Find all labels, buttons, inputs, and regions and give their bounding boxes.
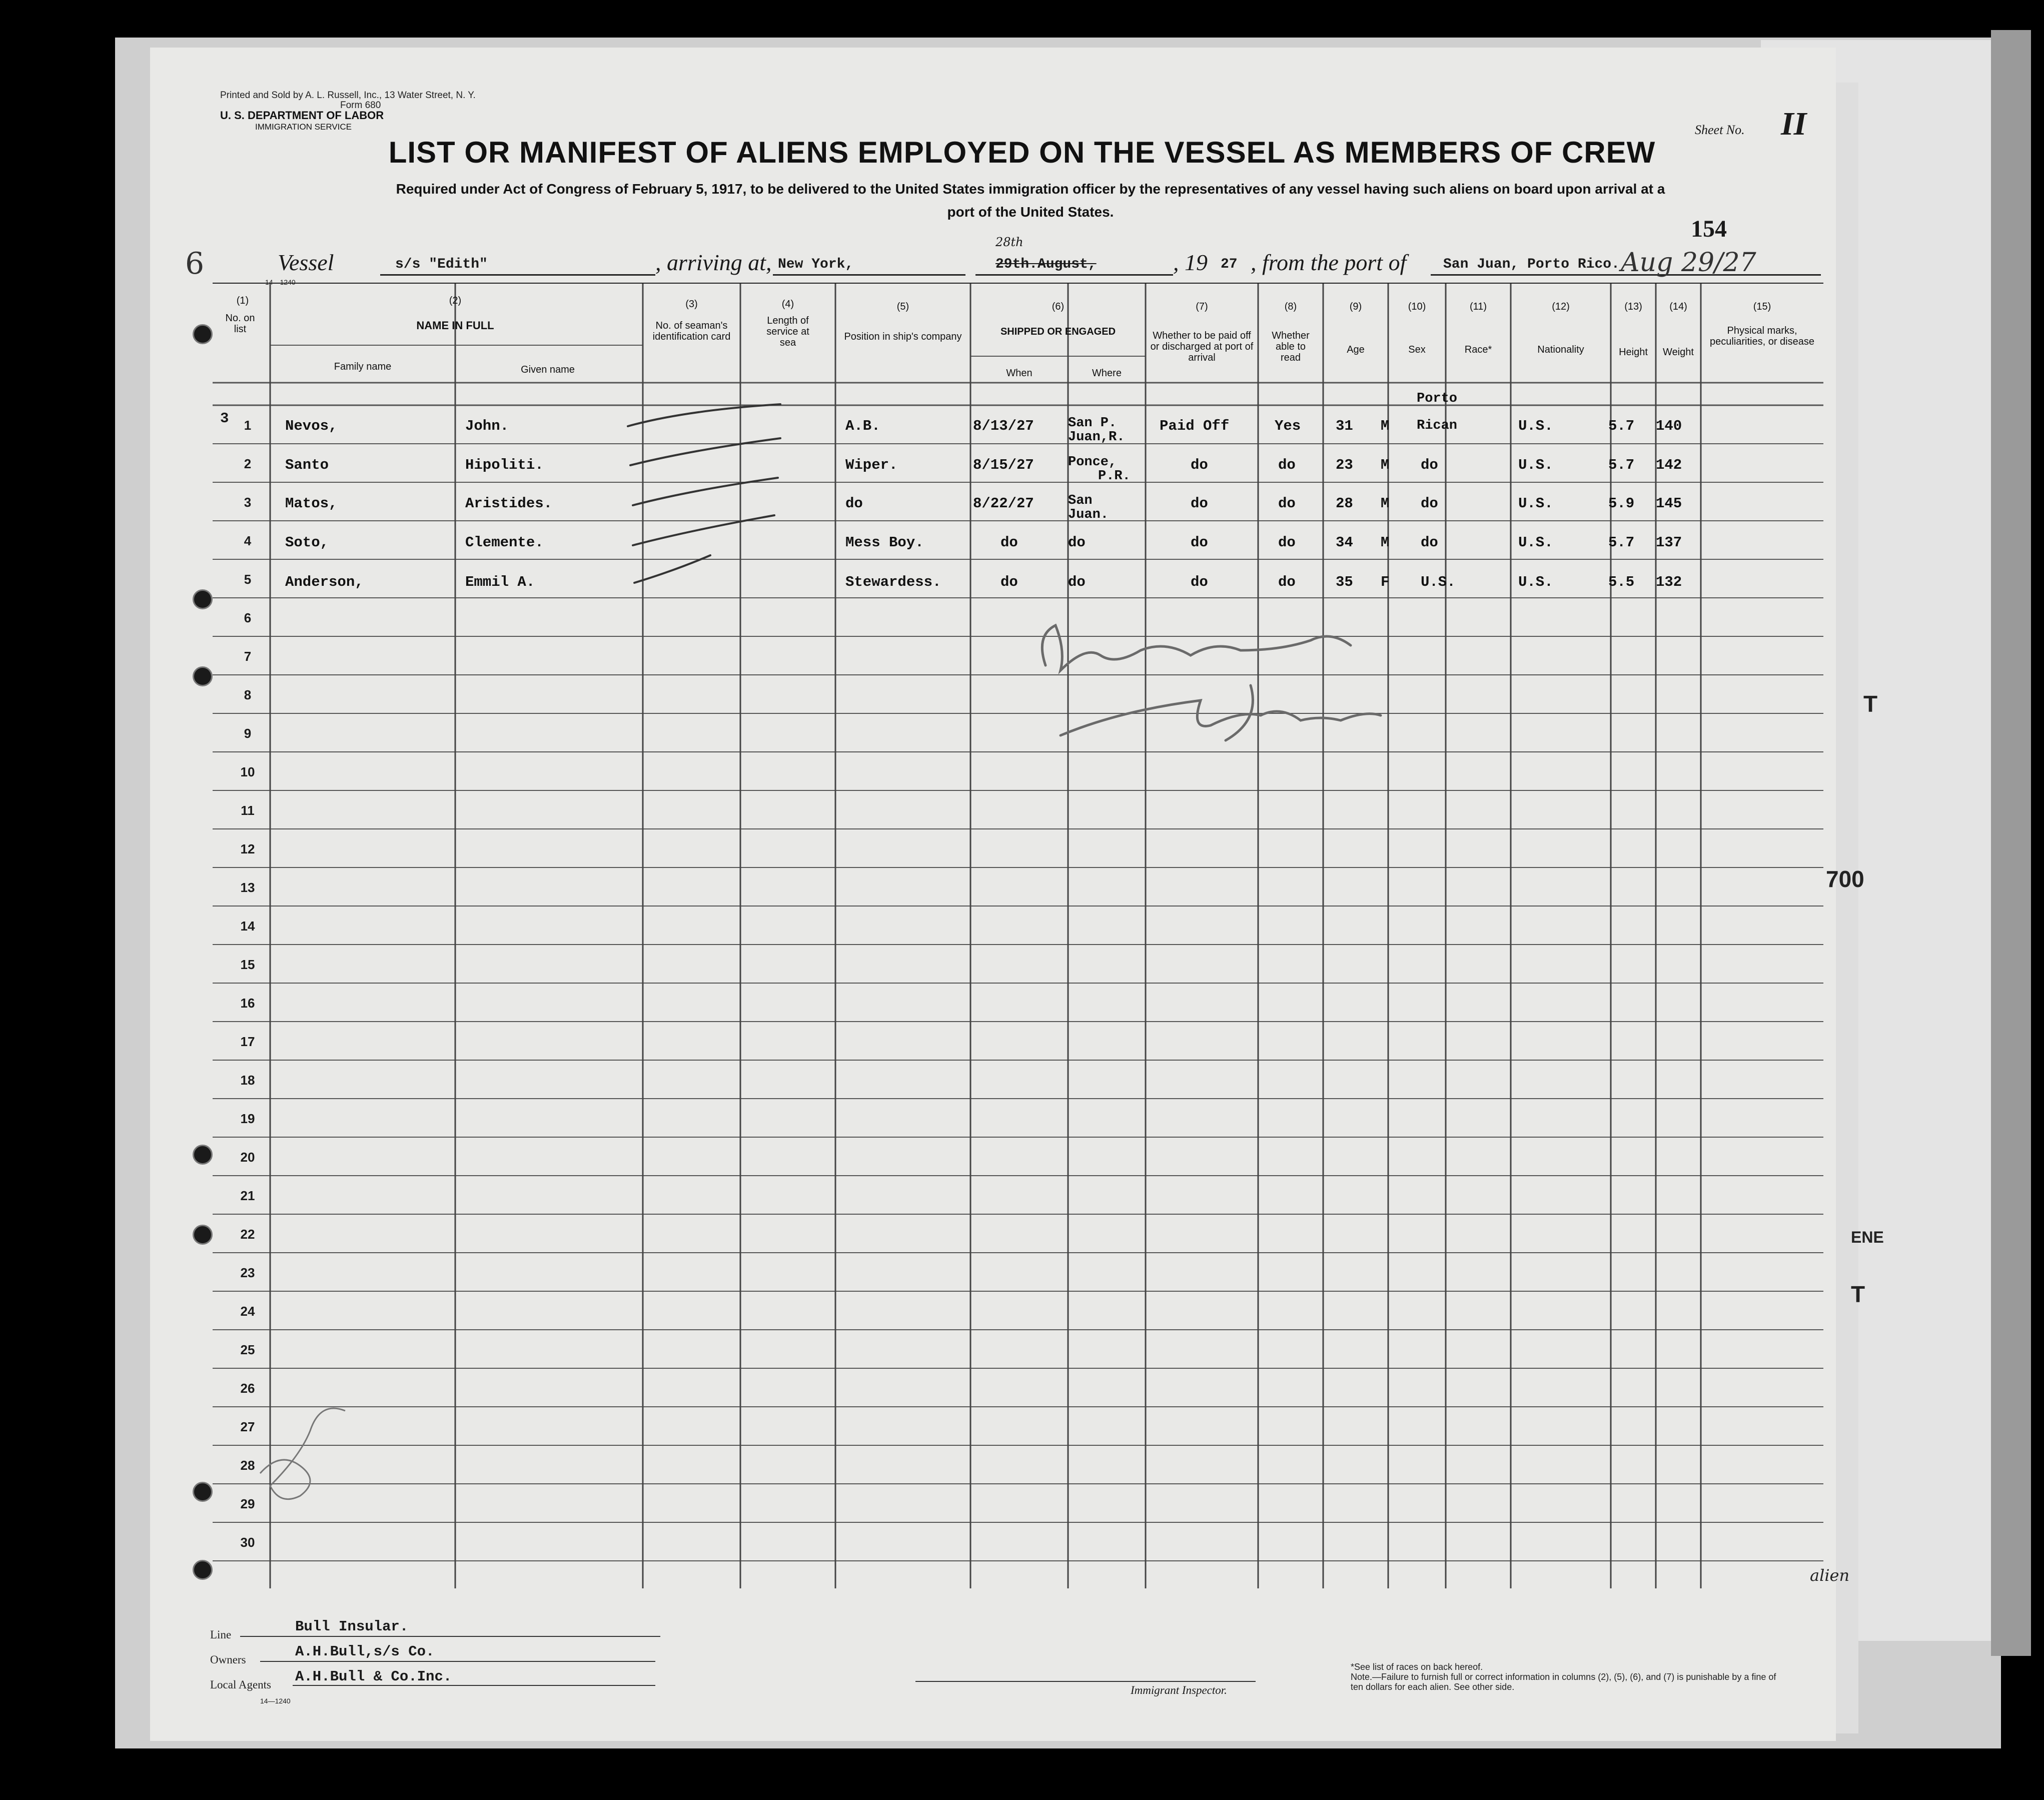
family-name: Santo <box>285 457 329 473</box>
nationality: U.S. <box>1518 574 1553 590</box>
paid-off: Paid Off <box>1160 418 1230 434</box>
footnote: *See list of races on back hereof. Note.—Failure to furnish full or correct information in columns (2), (5), (6), and (7) is punishable by a fine of ten dollars for each alien. See other side. <box>1351 1662 1776 1692</box>
col-header-weight: Weight <box>1663 347 1694 358</box>
date-value: 29th.August, <box>995 257 1097 272</box>
col-header-position: Position in ship's company <box>844 331 962 342</box>
stray-scribble <box>260 1408 345 1499</box>
weight: 137 <box>1656 534 1682 551</box>
row-number: 6 <box>244 610 252 625</box>
shipped-where: do <box>1068 574 1086 590</box>
from-value: San Juan, Porto Rico. <box>1443 257 1620 272</box>
given-name: Hipoliti. <box>465 457 544 473</box>
row-number: 25 <box>240 1342 255 1357</box>
sex: M <box>1381 457 1390 473</box>
col-header-name: NAME IN FULL <box>416 319 494 332</box>
given-name: John. <box>465 418 509 434</box>
col-header-number: No. on list <box>225 313 255 335</box>
margin-fragment: T <box>1863 691 1878 717</box>
sheet-label: Sheet No. <box>1695 123 1745 137</box>
shipped-when: 8/13/27 <box>973 418 1034 434</box>
inspector-signature <box>1042 625 1381 740</box>
form-code: 14—1240 <box>260 1697 291 1705</box>
margin-fragment: ENE <box>1851 1228 1884 1246</box>
nationality: U.S. <box>1518 418 1553 434</box>
family-name: Anderson, <box>285 574 364 590</box>
height: 5.7 <box>1608 418 1635 434</box>
department: U. S. DEPARTMENT OF LABOR <box>220 109 384 122</box>
race: do <box>1421 495 1438 512</box>
arriving-label: , arriving at, <box>655 250 772 275</box>
row-number: 5 <box>244 572 252 587</box>
height: 5.9 <box>1608 495 1635 512</box>
from-label: , from the port of <box>1251 250 1407 275</box>
row-number: 4 <box>244 533 252 548</box>
height: 5.7 <box>1608 457 1635 473</box>
owners-label: Owners <box>210 1653 246 1666</box>
col-header-read: Whether able to read <box>1272 330 1310 363</box>
manifest-number: 154 <box>1691 216 1727 242</box>
row-number: 21 <box>240 1188 255 1203</box>
year-value: 27 <box>1221 257 1238 272</box>
form-number: Form 680 <box>340 100 381 111</box>
shipped-when: 8/22/27 <box>973 495 1034 512</box>
col-header-given: Given name <box>521 364 575 375</box>
owners-value: A.H.Bull,s/s Co. <box>295 1643 435 1660</box>
race: Porto Rican <box>1417 391 1458 433</box>
col-header-length-service: Length of service at sea <box>766 315 809 348</box>
shipped-where: Ponce, P.R. <box>1068 455 1131 484</box>
nationality: U.S. <box>1518 495 1553 512</box>
margin-fragment: 700 <box>1826 866 1864 892</box>
date-correction: 28th <box>995 235 1024 249</box>
nationality: U.S. <box>1518 457 1553 473</box>
line-value: Bull Insular. <box>295 1618 409 1635</box>
height: 5.5 <box>1608 574 1635 590</box>
subtitle-line: Required under Act of Congress of February 5, 1917, to be delivered to the United States immigration officer by the representatives of any vessel having such aliens on board upon arrival at a <box>396 181 1665 197</box>
able-to-read: do <box>1278 574 1296 590</box>
weight: 142 <box>1656 457 1682 473</box>
row-number: 22 <box>240 1227 255 1242</box>
nationality: U.S. <box>1518 534 1553 551</box>
line-label: Line <box>210 1628 232 1641</box>
page-title: LIST OR MANIFEST OF ALIENS EMPLOYED ON THE VESSEL AS MEMBERS OF CREW <box>388 136 1656 169</box>
row-number: 16 <box>240 996 255 1011</box>
able-to-read: do <box>1278 534 1296 551</box>
height: 5.7 <box>1608 534 1635 551</box>
shipped-when: do <box>1000 574 1018 590</box>
year-label: , 19 <box>1173 250 1208 275</box>
shipped-when: do <box>1000 534 1018 551</box>
age: 34 <box>1336 534 1353 551</box>
row-number: 26 <box>240 1381 255 1396</box>
age: 28 <box>1336 495 1353 512</box>
position: Mess Boy. <box>845 534 924 551</box>
paid-off: do <box>1191 574 1208 590</box>
row-number: 27 <box>240 1419 255 1434</box>
arriving-value: New York, <box>778 257 854 272</box>
weight: 145 <box>1656 495 1682 512</box>
position: Wiper. <box>845 457 898 473</box>
position: do <box>845 495 863 512</box>
form-code: 14—1240 <box>265 278 296 286</box>
row-number: 14 <box>240 919 255 934</box>
row-number: 12 <box>240 841 255 856</box>
paid-off: do <box>1191 534 1208 551</box>
weight: 132 <box>1656 574 1682 590</box>
row-number: 9 <box>244 726 252 741</box>
row-number: 11 <box>241 803 255 818</box>
vessel-label: Vessel <box>278 250 334 275</box>
row-number: 20 <box>240 1150 255 1165</box>
row-number: 13 <box>240 880 255 895</box>
shipped-where: San Juan. <box>1068 493 1109 522</box>
given-name: Emmil A. <box>465 574 535 590</box>
col-header-sex: Sex <box>1408 344 1426 355</box>
race: do <box>1421 457 1438 473</box>
family-name: Matos, <box>285 495 338 512</box>
margin-fragment: alien <box>1810 1566 1850 1585</box>
paid-off: do <box>1191 457 1208 473</box>
handwritten-date: Aug 29/27 <box>1621 248 1756 278</box>
row-number: 15 <box>240 957 255 972</box>
col-header-family: Family name <box>334 361 392 372</box>
shipped-where: do <box>1068 534 1086 551</box>
sex: M <box>1381 534 1390 551</box>
row-number: 30 <box>240 1535 255 1550</box>
col-header-where: Where <box>1092 368 1122 379</box>
age: 31 <box>1336 418 1353 434</box>
pen-strokes <box>628 404 780 583</box>
local-agents-value: A.H.Bull & Co.Inc. <box>295 1668 452 1685</box>
local-agents-label: Local Agents <box>210 1678 271 1691</box>
printer-line: Printed and Sold by A. L. Russell, Inc., 13 Water Street, N. Y. <box>220 90 476 101</box>
col-header-id-card: No. of seaman's identification card <box>652 320 731 342</box>
sex: F <box>1381 574 1390 590</box>
row-number: 10 <box>240 764 255 779</box>
col-header-race: Race* <box>1464 344 1492 355</box>
row-number: 24 <box>240 1304 255 1319</box>
row-number: 23 <box>240 1265 255 1280</box>
col-header-physical: Physical marks, peculiarities, or disease <box>1710 325 1814 347</box>
row-number: 28 <box>240 1458 255 1473</box>
race: do <box>1421 534 1438 551</box>
service: IMMIGRATION SERVICE <box>255 122 352 132</box>
sex: M <box>1381 495 1390 512</box>
col-header-age: Age <box>1347 344 1365 355</box>
position: A.B. <box>845 418 880 434</box>
row-number: 17 <box>240 1034 255 1049</box>
col-header-when: When <box>1006 368 1033 379</box>
col-header-height: Height <box>1619 347 1648 358</box>
family-name: Nevos, <box>285 418 338 434</box>
given-name: Clemente. <box>465 534 544 551</box>
race: U.S. <box>1421 574 1456 590</box>
age: 35 <box>1336 574 1353 590</box>
shipped-where: San P. Juan,R. <box>1068 416 1125 445</box>
vessel-value: s/s "Edith" <box>395 257 488 272</box>
sheet-value: II <box>1781 106 1807 142</box>
row-number: 8 <box>244 687 252 702</box>
inspector-label: Immigrant Inspector. <box>1131 1684 1227 1696</box>
given-name: Aristides. <box>465 495 553 512</box>
row-number: 3 <box>244 495 252 510</box>
margin-mark: 6 <box>185 246 205 281</box>
margin-fragment: T <box>1851 1281 1865 1307</box>
col-header-paid-off: Whether to be paid off or discharged at port of arrival <box>1150 330 1254 363</box>
age: 23 <box>1336 457 1353 473</box>
weight: 140 <box>1656 418 1682 434</box>
row-number: 7 <box>244 649 252 664</box>
sex: M <box>1381 418 1390 434</box>
subtitle-line: port of the United States. <box>947 204 1114 220</box>
able-to-read: Yes <box>1275 418 1301 434</box>
paid-off: do <box>1191 495 1208 512</box>
able-to-read: do <box>1278 495 1296 512</box>
shipped-when: 8/15/27 <box>973 457 1034 473</box>
able-to-read: do <box>1278 457 1296 473</box>
position: Stewardess. <box>845 574 941 590</box>
row-number: 29 <box>240 1496 255 1511</box>
row-number: 1 <box>244 418 252 433</box>
col-header-shipped: SHIPPED OR ENGAGED <box>1000 326 1116 337</box>
margin-mark: 3 <box>220 410 229 427</box>
family-name: Soto, <box>285 534 329 551</box>
row-number: 19 <box>240 1111 255 1126</box>
row-number: 18 <box>240 1073 255 1088</box>
row-number: 2 <box>244 456 252 471</box>
col-header-nationality: Nationality <box>1537 344 1584 355</box>
